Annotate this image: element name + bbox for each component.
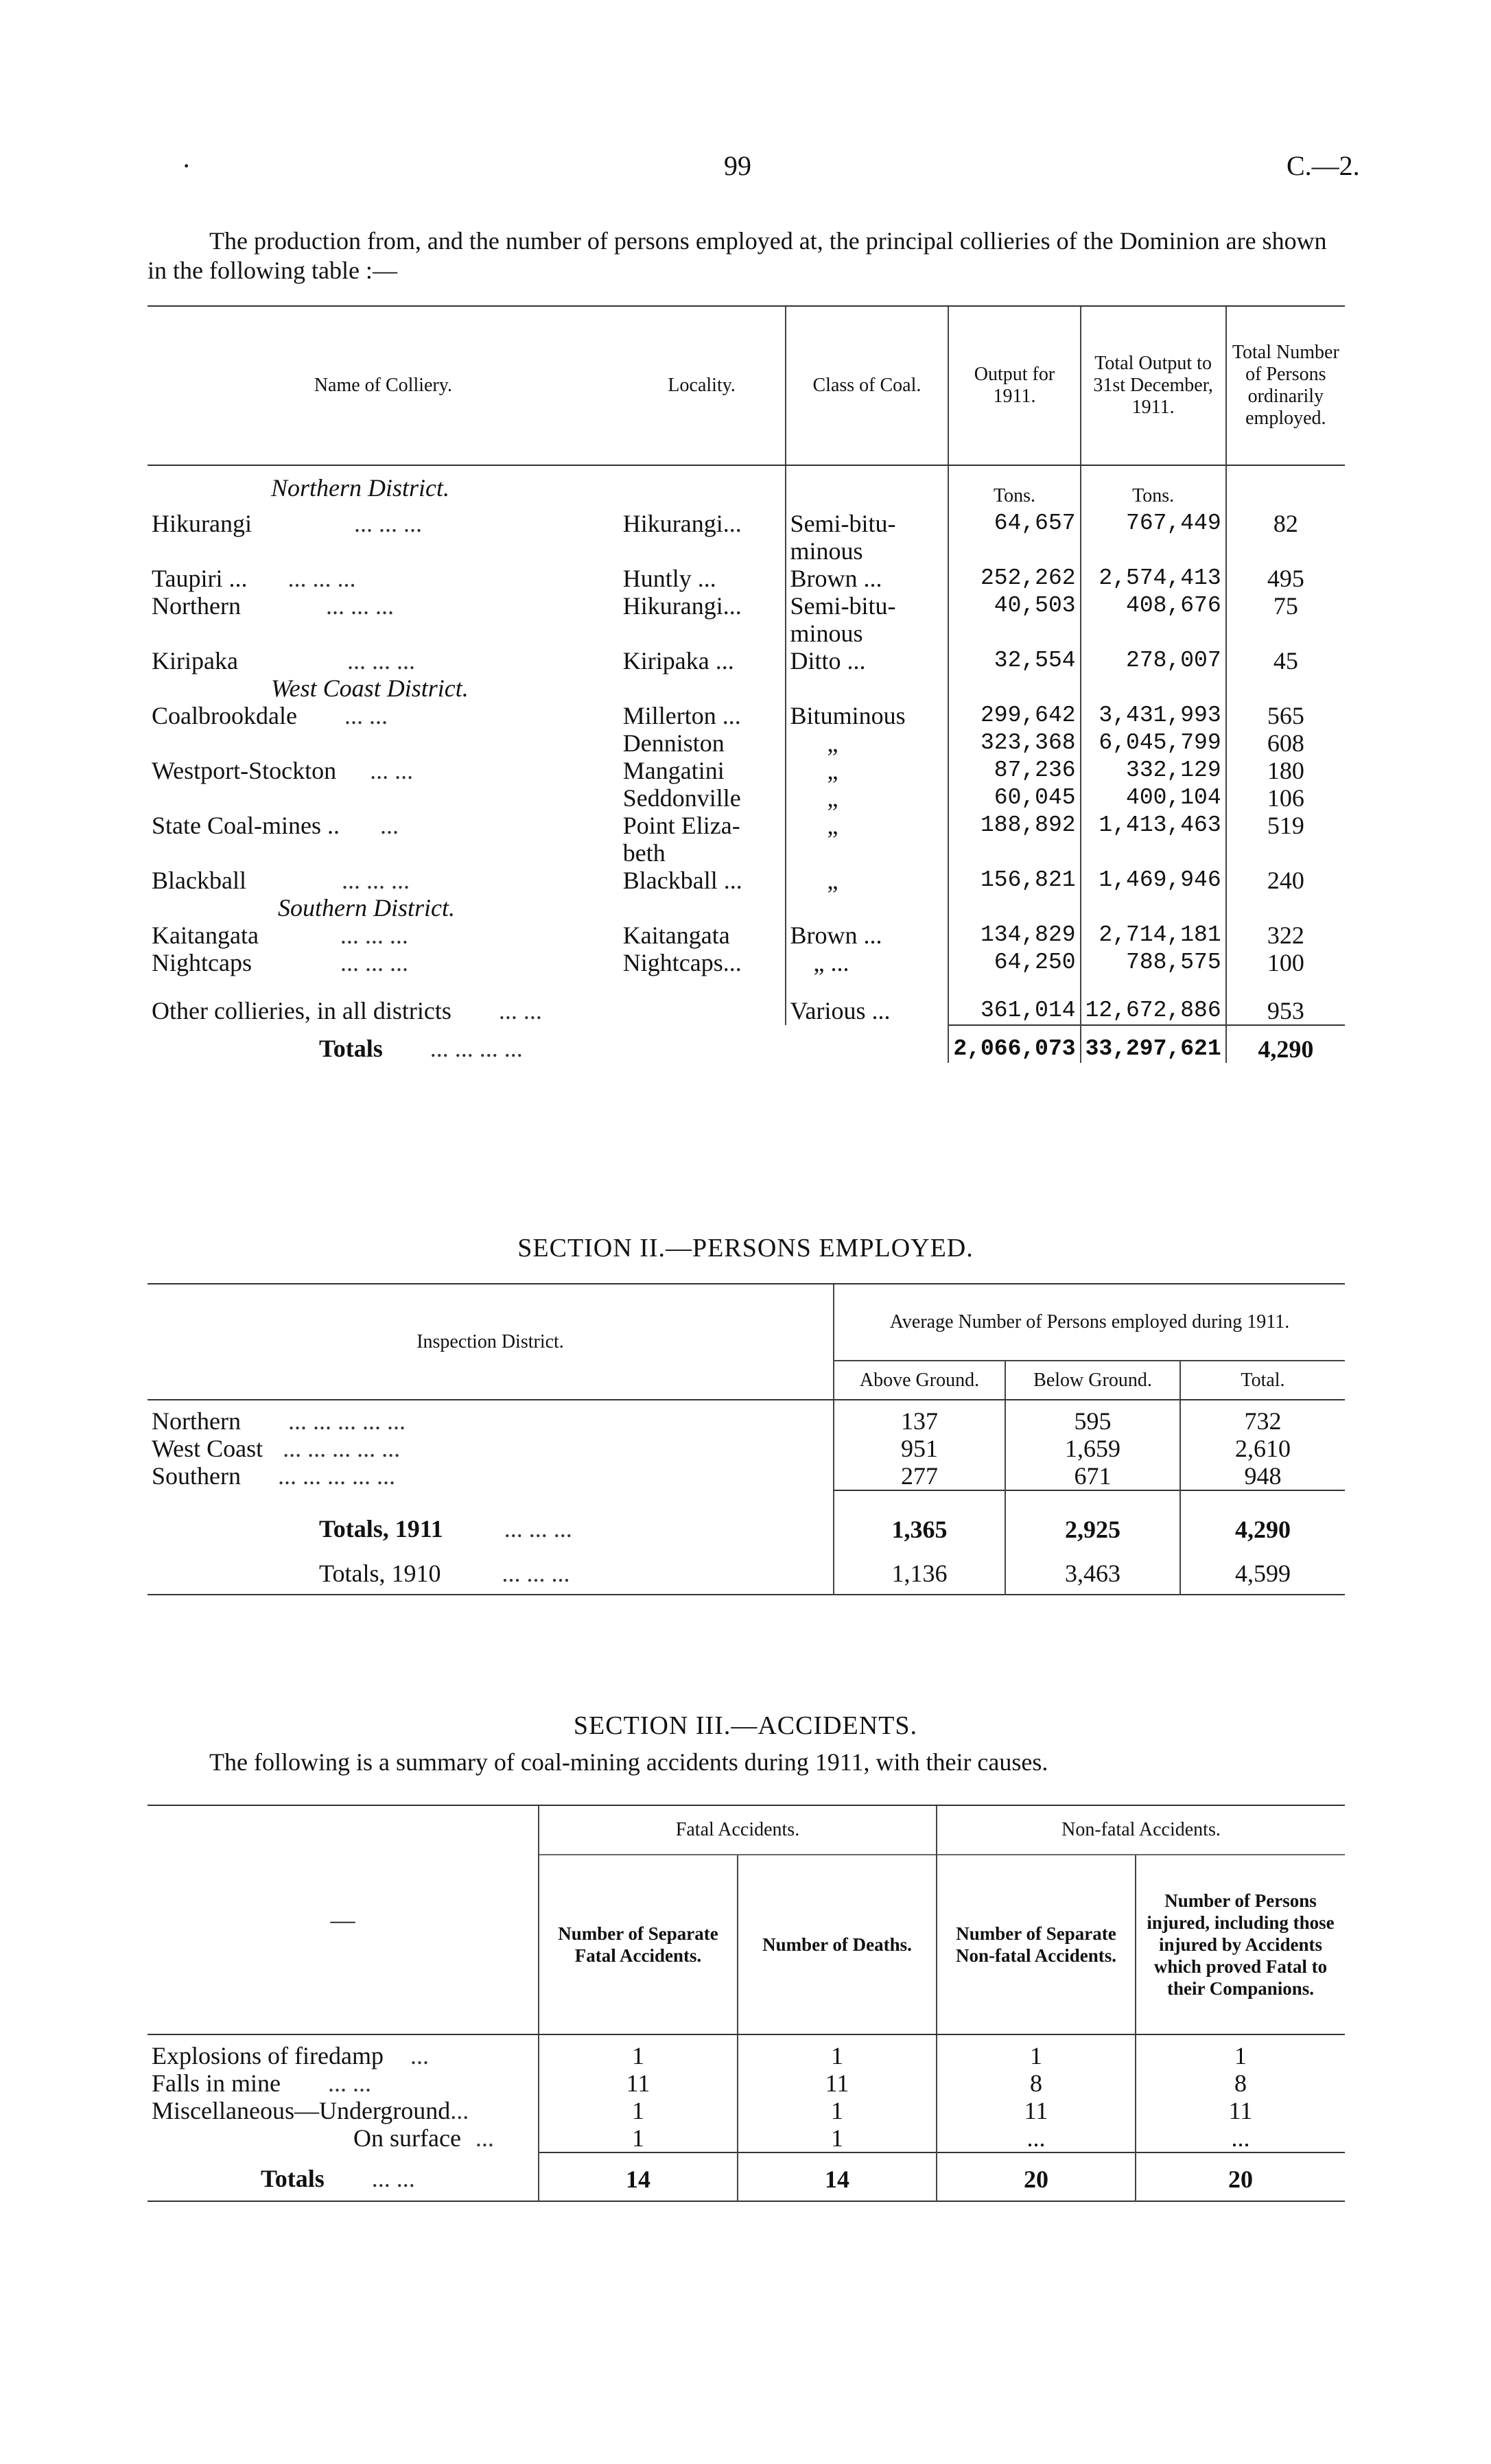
district-name: West Coast District. [271, 674, 469, 702]
cause-name: Miscellaneous—Underground [152, 2097, 451, 2124]
separate-nonfatal: 11 [937, 2097, 1136, 2124]
section-3-title: SECTION III.—ACCIDENTS. [573, 1711, 918, 1740]
output-1911: 134,829 [948, 922, 1080, 949]
district-name: West Coast [152, 1435, 263, 1462]
output-1911: 87,236 [948, 757, 1080, 784]
table-row [148, 812, 1345, 867]
persons-injured: ... [1136, 2124, 1345, 2152]
persons-employed: 240 [1226, 867, 1345, 894]
separate-nonfatal: ... [937, 2124, 1136, 2152]
below-ground-1910: 3,463 [1005, 1543, 1180, 1595]
output-1911: 64,250 [948, 949, 1080, 976]
coal-class: Semi-bitu-minous [786, 510, 949, 565]
colliery-name: Westport-Stockton [152, 757, 337, 784]
separate-fatal: 1 [539, 2124, 738, 2152]
table-row [148, 2124, 1345, 2152]
col-header-output: Output for 1911. [948, 306, 1080, 465]
section-2-title: SECTION II.—PERSONS EMPLOYED. [517, 1234, 974, 1263]
deaths: 11 [738, 2069, 937, 2097]
coal-class: Various ... [786, 976, 949, 1025]
table-row [148, 1400, 1345, 1435]
total-persons-injured: 20 [1136, 2152, 1345, 2201]
total-above-ground: 1,365 [834, 1490, 1005, 1543]
totals-row [148, 1490, 1345, 1543]
table-row [148, 1462, 1345, 1490]
total-output: 767,449 [1081, 510, 1226, 565]
total-separate-nonfatal: 20 [937, 2152, 1136, 2201]
colliery-name: State Coal-mines .. [152, 812, 340, 839]
totals-row [148, 2152, 1345, 2201]
col-header-separate-fatal: Number of Separate Fatal Accidents. [539, 1855, 738, 2034]
leader-dots: ... ... ... [287, 565, 356, 592]
coal-class: „ [786, 757, 949, 784]
leader-dots: ... ... ... [353, 510, 422, 537]
colliery-name: Hikurangi [152, 510, 252, 537]
locality: Seddonville [622, 784, 741, 812]
colliery-name: Northern [152, 592, 241, 620]
persons-employed: 322 [1226, 922, 1345, 949]
leader-dots: ... ... ... ... ... [287, 1407, 406, 1435]
leader-dots: ... ... ... [502, 1560, 570, 1587]
col-header-nonfatal: Non-fatal Accidents. [937, 1805, 1345, 1855]
output-1911: 156,821 [948, 867, 1080, 894]
table-row [148, 2097, 1345, 2124]
table-row [148, 729, 1345, 757]
col-header-locality: Locality. [619, 306, 786, 465]
leader-dots: ... ... ... [347, 647, 415, 674]
persons-injured: 1 [1136, 2034, 1345, 2069]
total-output: 332,129 [1081, 757, 1226, 784]
deaths: 1 [738, 2124, 937, 2152]
col-header-separate-nonfatal: Number of Separate Non-fatal Accidents. [937, 1855, 1136, 2034]
cause-name: Explosions of firedamp [152, 2042, 384, 2069]
persons-employed: 495 [1226, 565, 1345, 592]
total-separate-fatal: 14 [539, 2152, 738, 2201]
total-output: 2,574,413 [1081, 565, 1226, 592]
coal-class: Bituminous [786, 702, 949, 729]
district-row [148, 894, 1345, 922]
table-row [148, 1435, 1345, 1462]
col-header-fatal: Fatal Accidents. [539, 1805, 937, 1855]
total-output-1911: 2,066,073 [948, 1025, 1080, 1063]
output-1911: 64,657 [948, 510, 1080, 565]
coal-class: Ditto ... [786, 647, 949, 674]
totals-label: Totals [319, 1035, 383, 1062]
totals-label: Totals, 1911 [319, 1515, 443, 1542]
leader-dots: ... [379, 812, 399, 839]
deaths: 1 [738, 2034, 937, 2069]
table-row [148, 757, 1345, 784]
document-reference: C.—2. [1287, 150, 1360, 181]
table-row [148, 510, 1345, 565]
col-header-persons-injured: Number of Persons injured, including those injured by Accidents which proved Fatal to their Companions. [1136, 1855, 1345, 2034]
persons-employed: 100 [1226, 949, 1345, 976]
col-header-deaths: Number of Deaths. [738, 1855, 937, 2034]
persons-employed: 106 [1226, 784, 1345, 812]
persons-employed: 953 [1226, 976, 1345, 1025]
total-persons: 4,290 [1226, 1025, 1345, 1063]
locality: Hikurangi... [622, 510, 742, 537]
persons-employed: 45 [1226, 647, 1345, 674]
col-header-class: Class of Coal. [786, 306, 949, 465]
table-row [148, 784, 1345, 812]
output-1911: 60,045 [948, 784, 1080, 812]
leader-dots: ... [410, 2042, 429, 2069]
coal-class: Brown ... [786, 922, 949, 949]
page-number: 99 [724, 150, 751, 181]
collieries-table [148, 305, 1345, 1063]
district-name: Southern [152, 1462, 241, 1490]
totals-row [148, 1025, 1345, 1063]
leader-dots: ... ... ... [341, 867, 410, 894]
unit-tons: Tons. [1081, 465, 1226, 510]
locality: Blackball ... [622, 867, 742, 894]
leader-dots: ... ... ... ... [430, 1035, 523, 1062]
leader-dots: ... ... [328, 2069, 371, 2097]
output-1911: 252,262 [948, 565, 1080, 592]
above-ground: 951 [834, 1435, 1005, 1462]
leader-dots: ... ... ... ... ... [283, 1435, 401, 1462]
total-output-all: 33,297,621 [1081, 1025, 1226, 1063]
output-1911: 188,892 [948, 812, 1080, 867]
col-header-colliery: Name of Colliery. [148, 306, 619, 465]
persons-employed: 82 [1226, 510, 1345, 565]
table-row [148, 922, 1345, 949]
col-header-district: Inspection District. [148, 1284, 834, 1400]
district-row [148, 674, 1345, 702]
persons-employed: 565 [1226, 702, 1345, 729]
coal-class: Brown ... [786, 565, 949, 592]
total-deaths: 14 [738, 2152, 937, 2201]
page-header [0, 150, 1491, 191]
colliery-name: Taupiri ... [152, 565, 248, 592]
totals-label: Totals [261, 2165, 325, 2192]
colliery-name: Coalbrookdale [152, 702, 297, 729]
section-3-caption: The following is a summary of coal-mining accidents during 1911, with their causes. [209, 1748, 1048, 1776]
colliery-name: Other collieries, in all districts [152, 997, 451, 1024]
locality: Huntly ... [622, 565, 716, 592]
intro-paragraph: The production from, and the number of persons employed at, the principal collieries of the Dominion are shown in the following table :— [148, 227, 1327, 284]
leader-dots: ... ... [370, 757, 414, 784]
output-1911: 323,368 [948, 729, 1080, 757]
separate-nonfatal: 8 [937, 2069, 1136, 2097]
total-below-ground: 2,925 [1005, 1490, 1180, 1543]
total-output: 1,413,463 [1081, 812, 1226, 867]
output-1911: 361,014 [948, 976, 1080, 1025]
total-persons: 4,290 [1180, 1490, 1345, 1543]
output-1911: 40,503 [948, 592, 1080, 647]
persons-employed: 608 [1226, 729, 1345, 757]
coal-class: „ [786, 867, 949, 894]
district-name: Northern District. [271, 474, 450, 502]
total-output: 400,104 [1081, 784, 1226, 812]
leader-dots: ... [475, 2124, 494, 2152]
cause-name: Falls in mine [152, 2069, 281, 2097]
total-output: 788,575 [1081, 949, 1226, 976]
total: 948 [1180, 1462, 1345, 1490]
total: 2,610 [1180, 1435, 1345, 1462]
col-header-persons: Total Number of Persons ordinarily employed. [1226, 306, 1345, 465]
col-header-blank: — [148, 1805, 539, 2034]
total-output: 1,469,946 [1081, 867, 1226, 894]
table-row [148, 702, 1345, 729]
locality: Kiripaka ... [622, 647, 734, 674]
above-ground-1910: 1,136 [834, 1543, 1005, 1595]
district-name: Northern [152, 1407, 241, 1435]
table-row [148, 647, 1345, 674]
persons-employed-table [148, 1283, 1345, 1595]
accidents-table [148, 1805, 1345, 2202]
table-row [148, 976, 1345, 1025]
locality: Kaitangata [622, 922, 730, 949]
accidents-header-row [148, 1805, 1345, 1855]
total-output: 2,714,181 [1081, 922, 1226, 949]
leader-dots: ... ... ... [325, 592, 394, 620]
totals-label: Totals, 1910 [319, 1560, 441, 1587]
locality: Hikurangi... [622, 592, 742, 620]
persons-employed: 180 [1226, 757, 1345, 784]
header-bullet: · [182, 150, 191, 181]
total-output: 278,007 [1081, 647, 1226, 674]
table-row [148, 565, 1345, 592]
coal-class: „ [786, 812, 949, 867]
total-output: 12,672,886 [1081, 976, 1226, 1025]
locality: Millerton ... [622, 702, 741, 729]
unit-tons: Tons. [948, 465, 1080, 510]
cause-name: On surface [353, 2124, 461, 2152]
separate-fatal: 1 [539, 2034, 738, 2069]
persons-employed: 75 [1226, 592, 1345, 647]
district-name: Southern District. [278, 894, 455, 922]
separate-fatal: 11 [539, 2069, 738, 2097]
below-ground: 1,659 [1005, 1435, 1180, 1462]
separate-fatal: 1 [539, 2097, 738, 2124]
separate-nonfatal: 1 [937, 2034, 1136, 2069]
total: 732 [1180, 1400, 1345, 1435]
colliery-name: Kiripaka [152, 647, 238, 674]
persons-employed: 519 [1226, 812, 1345, 867]
col-header-average-persons: Average Number of Persons employed during 1911. [834, 1284, 1345, 1361]
col-header-total-output: Total Output to 31st December, 1911. [1081, 306, 1226, 465]
locality: Denniston [622, 729, 725, 757]
leader-dots: ... ... ... [340, 949, 408, 976]
leader-dots: ... ... ... ... ... [278, 1462, 395, 1490]
table-row [148, 2069, 1345, 2097]
total-1910: 4,599 [1180, 1543, 1345, 1595]
leader-dots: ... ... [344, 702, 388, 729]
coal-class: „ ... [786, 949, 949, 976]
col-header-below-ground: Below Ground. [1005, 1361, 1180, 1400]
leader-dots: ... [450, 2097, 469, 2124]
locality: Nightcaps... [622, 949, 742, 976]
col-header-total: Total. [1180, 1361, 1345, 1400]
collieries-header-row [148, 306, 1345, 465]
above-ground: 137 [834, 1400, 1005, 1435]
table-row [148, 867, 1345, 894]
leader-dots: ... ... ... [340, 922, 408, 949]
colliery-name: Nightcaps [152, 949, 252, 976]
persons-header-row [148, 1284, 1345, 1361]
locality: Mangatini [622, 757, 725, 784]
persons-injured: 11 [1136, 2097, 1345, 2124]
district-row [148, 465, 1345, 510]
coal-class: „ [786, 784, 949, 812]
coal-class: Semi-bitu-minous [786, 592, 949, 647]
below-ground: 671 [1005, 1462, 1180, 1490]
totals-1910-row [148, 1543, 1345, 1595]
below-ground: 595 [1005, 1400, 1180, 1435]
table-row [148, 2034, 1345, 2069]
total-output: 3,431,993 [1081, 702, 1226, 729]
col-header-above-ground: Above Ground. [834, 1361, 1005, 1400]
locality: Point Eliza-beth [622, 812, 740, 867]
coal-class: „ [786, 729, 949, 757]
output-1911: 32,554 [948, 647, 1080, 674]
leader-dots: ... ... [498, 997, 542, 1024]
colliery-name: Kaitangata [152, 922, 259, 949]
leader-dots: ... ... [371, 2165, 415, 2192]
table-row [148, 949, 1345, 976]
total-output: 6,045,799 [1081, 729, 1226, 757]
above-ground: 277 [834, 1462, 1005, 1490]
persons-injured: 8 [1136, 2069, 1345, 2097]
leader-dots: ... ... ... [504, 1515, 572, 1542]
colliery-name: Blackball [152, 867, 246, 894]
total-output: 408,676 [1081, 592, 1226, 647]
table-row [148, 592, 1345, 647]
deaths: 1 [738, 2097, 937, 2124]
output-1911: 299,642 [948, 702, 1080, 729]
